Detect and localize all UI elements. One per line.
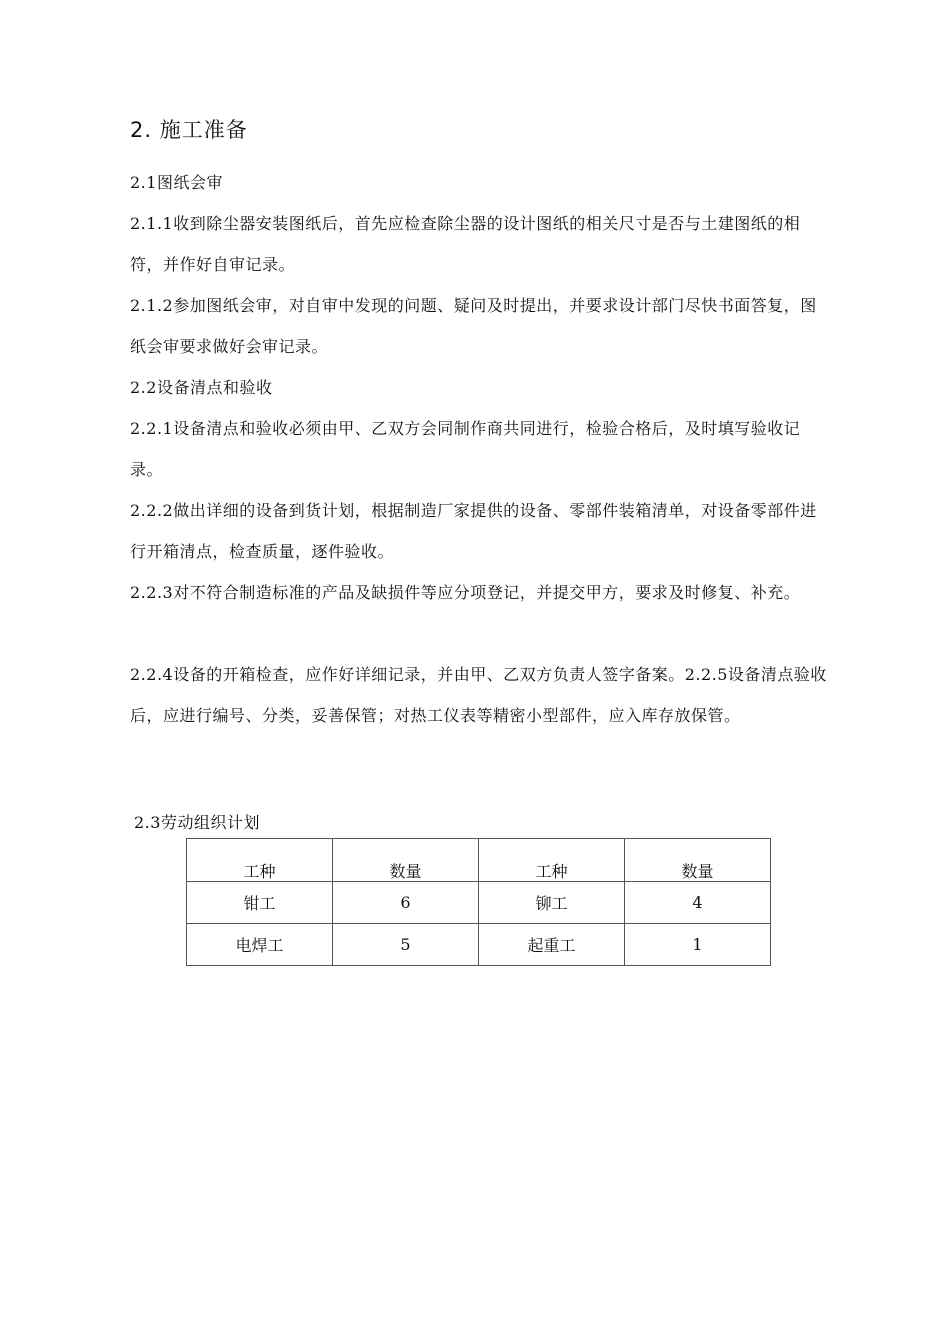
header-cell: 数量 [625,839,771,882]
table-row [187,924,771,966]
labor-plan-table [186,838,771,966]
table-cell: 5 [333,924,479,966]
table-cell: 电焊工 [187,924,333,966]
paragraph-2-2-1: 2.2.1设备清点和验收必须由甲、乙双方会同制作商共同进行，检验合格后，及时填写验收记录。 [130,419,801,479]
header-cell: 数量 [333,839,479,882]
table-cell: 1 [625,924,771,966]
header-cell: 工种 [187,839,333,882]
table-row [187,882,771,924]
table-cell: 4 [625,882,771,924]
header-cell: 工种 [479,839,625,882]
paragraph-2-2-4: 2.2.4设备的开箱检查，应作好详细记录，并由甲、乙双方负责人签字备案。2.2.5设备清点验收后，应进行编号、分类，妥善保管；对热工仪表等精密小型部件，应入库存放保管。 [130,665,827,725]
paragraph-2-2-3: 2.2.3对不符合制造标准的产品及缺损件等应分项登记，并提交甲方，要求及时修复、补充。 [130,583,801,602]
table-caption: 2.3劳动组织计划 [134,813,260,832]
section-heading: 2. 施工准备 [130,118,248,142]
table-header-row [187,839,771,882]
table-cell: 起重工 [479,924,625,966]
table-cell: 6 [333,882,479,924]
table-cell: 铆工 [479,882,625,924]
paragraph-2-2-2: 2.2.2做出详细的设备到货计划，根据制造厂家提供的设备、零部件装箱清单，对设备零部件进行开箱清点，检查质量，逐件验收。 [130,501,817,561]
paragraph-2-1-1: 2.1.1收到除尘器安装图纸后，首先应检查除尘器的设计图纸的相关尺寸是否与土建图纸的相符，并作好自审记录。 [130,214,801,274]
paragraph-2-1: 2.1图纸会审 [130,173,223,192]
table-cell: 钳工 [187,882,333,924]
paragraph-2-1-2: 2.1.2参加图纸会审，对自审中发现的问题、疑问及时提出，并要求设计部门尽快书面答复，图纸会审要求做好会审记录。 [130,296,817,356]
paragraph-2-2: 2.2设备清点和验收 [130,378,273,397]
